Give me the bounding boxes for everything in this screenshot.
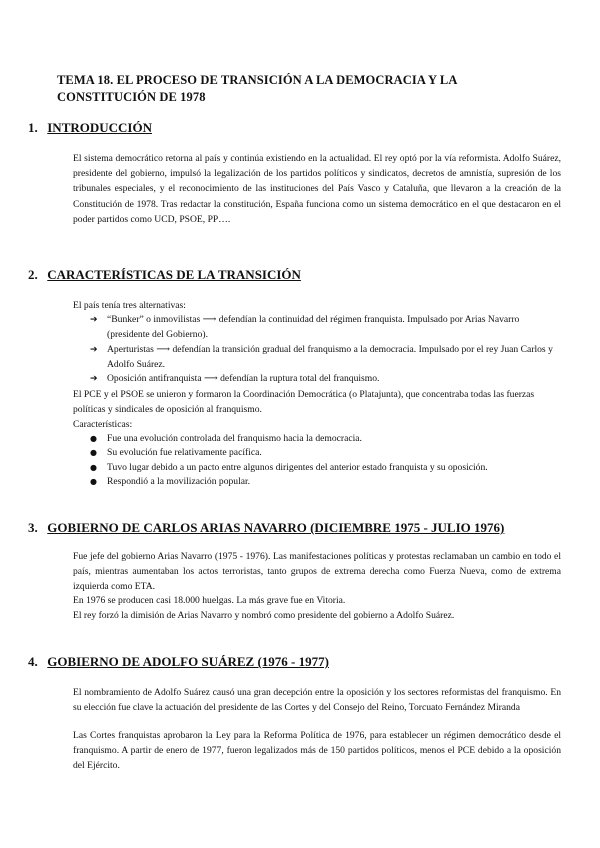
section-heading-caracteristicas xyxy=(28,267,301,283)
alternative-item xyxy=(90,313,560,343)
coordination-paragraph: El PCE y el PSOE se unieron y formaron la Coordinación Democrática (o Platajunta), que concentraba todas las fuerzas políticas y sindicales de oposición al franquismo. xyxy=(73,389,535,415)
section-number: 2. xyxy=(28,267,38,282)
arias-navarro-paragraph: Fue jefe del gobierno Arias Navarro (1975 - 1976). Las manifestaciones políticas y protestas reclamaban un cambio en todo el país, mientras aumentaban los actos terroristas, tanto grupos de extrema derecha como Fuerza Nueva, como de extrema izquierda como ETA. xyxy=(73,551,561,593)
characteristic-item xyxy=(90,446,560,461)
arias-navarro-dismissal: El rey forzó la dimisión de Arias Navarro y nombró como presidente del gobierno a Adolfo Suárez. xyxy=(73,610,455,621)
section-number: 1. xyxy=(28,120,38,135)
alternative-text: Oposición antifranquista ⟶ defendían la ruptura total del franquismo. xyxy=(107,373,380,384)
suarez-paragraph-2: Las Cortes franquistas aprobaron la Ley para la Reforma Política de 1976, para establecer un régimen democrático desde el franquismo. A partir de enero de 1977, fueron legalizados más de 150 partidos políticos, menos el PCE debido a la oposición del Ejército. xyxy=(73,730,561,772)
document-title: TEMA 18. EL PROCESO DE TRANSICIÓN A LA DEMOCRACIA Y LA CONSTITUCIÓN DE 1978 xyxy=(57,73,457,104)
alternatives-intro: El país tenía tres alternativas: xyxy=(73,300,186,311)
section-title: GOBIERNO DE CARLOS ARIAS NAVARRO (DICIEMBRE 1975 - JULIO 1976) xyxy=(47,520,505,535)
arias-navarro-strikes: En 1976 se producen casi 18.000 huelgas. La más grave fue en Vitoria. xyxy=(73,595,346,606)
bullet-dot-icon: ● xyxy=(90,477,97,486)
alternative-text: “Bunker” o inmovilistas ⟶ defendían la continuidad del régimen franquista. Impulsado por Arias Navarro (presidente del Gobierno). xyxy=(107,314,520,340)
section-number: 4. xyxy=(28,654,38,669)
section-heading-adolfo-suarez xyxy=(28,654,329,670)
characteristic-item xyxy=(90,432,560,447)
characteristic-text: Fue una evolución controlada del franquismo hacia la democracia. xyxy=(107,433,362,444)
section-title: CARACTERÍSTICAS DE LA TRANSICIÓN xyxy=(47,267,301,282)
characteristic-item xyxy=(90,475,560,490)
characteristic-text: Respondió a la movilización popular. xyxy=(107,476,251,487)
section-title: GOBIERNO DE ADOLFO SUÁREZ (1976 - 1977) xyxy=(47,654,329,669)
characteristic-item xyxy=(90,461,560,476)
section-heading-introduccion xyxy=(28,120,152,136)
bullet-dot-icon: ● xyxy=(90,434,97,443)
alternative-item xyxy=(90,372,560,387)
arrow-bullet-icon: ➔ xyxy=(90,345,98,355)
alternative-item xyxy=(90,343,560,373)
bullet-dot-icon: ● xyxy=(90,448,97,457)
characteristic-text: Su evolución fue relativamente pacífica. xyxy=(107,447,262,458)
characteristic-text: Tuvo lugar debido a un pacto entre algunos dirigentes del anterior estado franquista y su oposición. xyxy=(107,462,488,473)
characteristics-label: Características: xyxy=(73,419,133,430)
section-number: 3. xyxy=(28,520,38,535)
section-title: INTRODUCCIÓN xyxy=(47,120,152,135)
arrow-bullet-icon: ➔ xyxy=(90,315,98,325)
introduction-paragraph: El sistema democrático retorna al país y continúa existiendo en la actualidad. El rey optó por la vía reformista. Adolfo Suárez, presidente del gobierno, impulsó la legalización de los partidos políticos y sindicatos, decretos de amnistía, supresión de los tribunales especiales, y el reconocimiento de las instituciones del País Vasco y Cataluña, que llevaron a la creación de la Constitución de 1978. Tras redactar la constitución, España funciona como un sistema democrático en el que destacaron en el poder partidos como UCD, PSOE, PP…. xyxy=(73,153,561,225)
section-heading-arias-navarro xyxy=(28,520,504,536)
suarez-paragraph-1: El nombramiento de Adolfo Suárez causó una gran decepción entre la oposición y los sectores reformistas del franquismo. En su elección fue clave la actuación del presidente de las Cortes y del Consejo del Reino, Torcuato Fernández Miranda xyxy=(73,687,561,714)
bullet-dot-icon: ● xyxy=(90,463,97,472)
arrow-bullet-icon: ➔ xyxy=(90,374,98,384)
alternative-text: Aperturistas ⟶ defendían la transición gradual del franquismo a la democracia. Impulsado por el rey Juan Carlos y Adolfo Suárez. xyxy=(107,344,553,370)
